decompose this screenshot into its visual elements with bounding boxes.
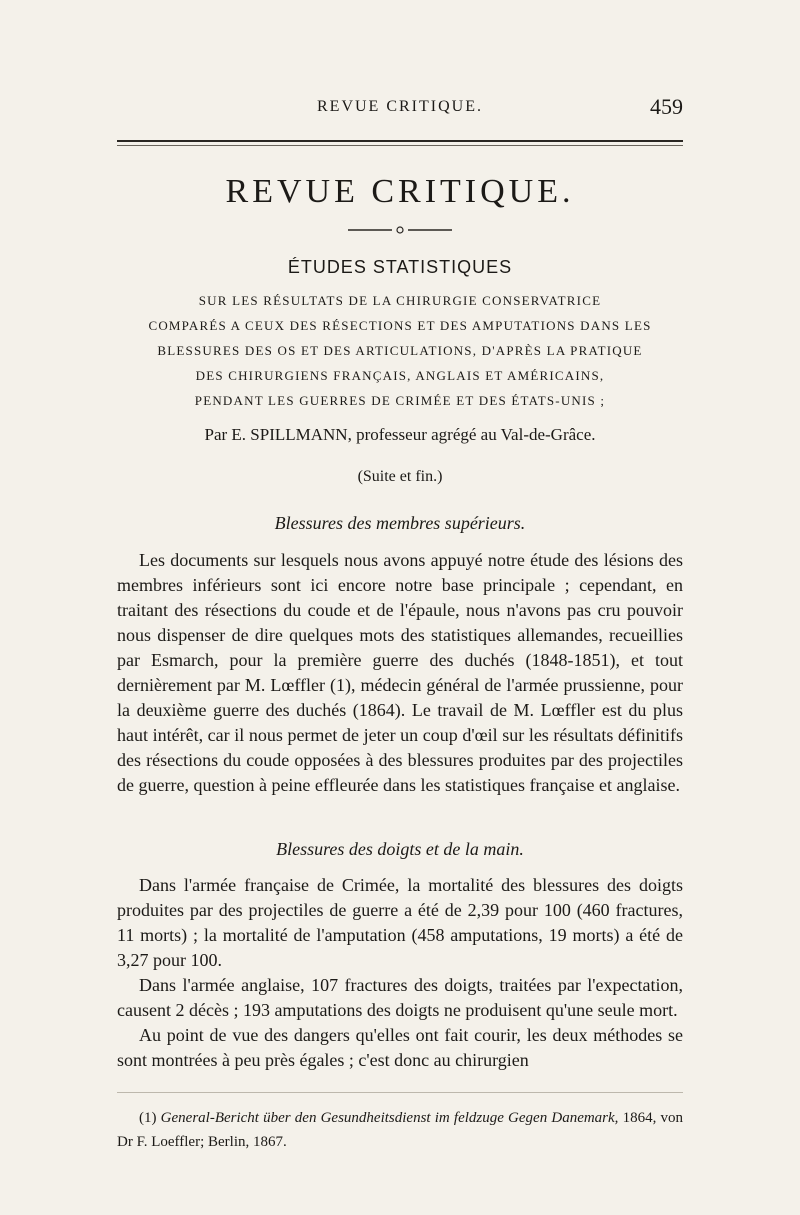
page-number: 459 <box>650 94 683 119</box>
title-line: COMPARÉS A CEUX DES RÉSECTIONS ET DES AMPUTATIONS DANS LES <box>148 318 652 333</box>
footnote-rule <box>117 1092 683 1093</box>
header-rule <box>117 140 683 146</box>
section-body <box>117 548 683 798</box>
main-title: REVUE CRITIQUE. <box>225 173 575 210</box>
footnote-text <box>117 1106 683 1154</box>
title-line: BLESSURES DES OS ET DES ARTICULATIONS, D'APRÈS LA PRATIQUE <box>157 343 643 358</box>
subtitle: ÉTUDES STATISTIQUES <box>287 257 513 277</box>
footnote-rest: 1864, von Dr F. Loeffler; Berlin, 1867. <box>117 1110 684 1150</box>
paragraph: Dans l'armée anglaise, 107 fractures des doigts, traitées par l'expectation, causent 2 décès ; 193 amputations des doigts ne produisent qu'une seule mort. <box>117 975 683 1020</box>
section-body <box>117 873 683 1073</box>
paragraph: Dans l'armée française de Crimée, la mortalité des blessures des doigts produites par des projectiles de guerre a été de 2,39 pour 100 (460 fractures, 11 morts) ; la mortalité de l'amputation (458 amputations, 19 morts) a été de 3,27 pour 100. <box>117 875 683 970</box>
title-line: DES CHIRURGIENS FRANÇAIS, ANGLAIS ET AMÉRICAINS, <box>195 368 605 383</box>
running-head-title: REVUE CRITIQUE. <box>317 98 483 115</box>
ornament-divider <box>340 224 460 236</box>
title-line: SUR LES RÉSULTATS DE LA CHIRURGIE CONSERVATRICE <box>198 293 602 308</box>
title-block <box>117 288 683 413</box>
section-heading: Blessures des membres supérieurs. <box>274 513 526 533</box>
paragraph: Les documents sur lesquels nous avons appuyé notre étude des lésions des membres inférieurs sont ici encore notre base principale ; cependant, en traitant des résections du coude et de l'épaule, nous n'avons pas cru pouvoir nous dispenser de dire quelques mots des statistiques allemandes, recueillies par Esmarch, pour la première guerre des duchés (1848-1851), et tout dernièrement par M. Lœffler (1), médecin général de l'armée prussienne, pour la deuxième guerre des duchés (1864). Le travail de M. Lœffler est du plus haut intérêt, car il nous permet de jeter un coup d'œil sur les résultats définitifs des résections du coude opposées à des blessures produites par des projectiles de guerre, question à peine effleurée dans les statistiques française et anglaise. <box>117 550 683 795</box>
running-head <box>117 94 683 128</box>
title-line: PENDANT LES GUERRES DE CRIMÉE ET DES ÉTATS-UNIS ; <box>194 393 606 408</box>
author-line: Par E. SPILLMANN, professeur agrégé au Val-de-Grâce. <box>204 425 596 444</box>
section-heading: Blessures des doigts et de la main. <box>276 839 524 859</box>
paragraph: Au point de vue des dangers qu'elles ont fait courir, les deux méthodes se sont montrées à peu près égales ; c'est donc au chirurgien <box>117 1025 683 1070</box>
continuation-note: (Suite et fin.) <box>357 468 443 485</box>
footnote <box>117 1106 683 1154</box>
footnote-title: General-Bericht über den Gesundheitsdienst im feldzuge Gegen Danemark, <box>160 1110 619 1126</box>
footnote-marker: (1) <box>139 1110 157 1126</box>
